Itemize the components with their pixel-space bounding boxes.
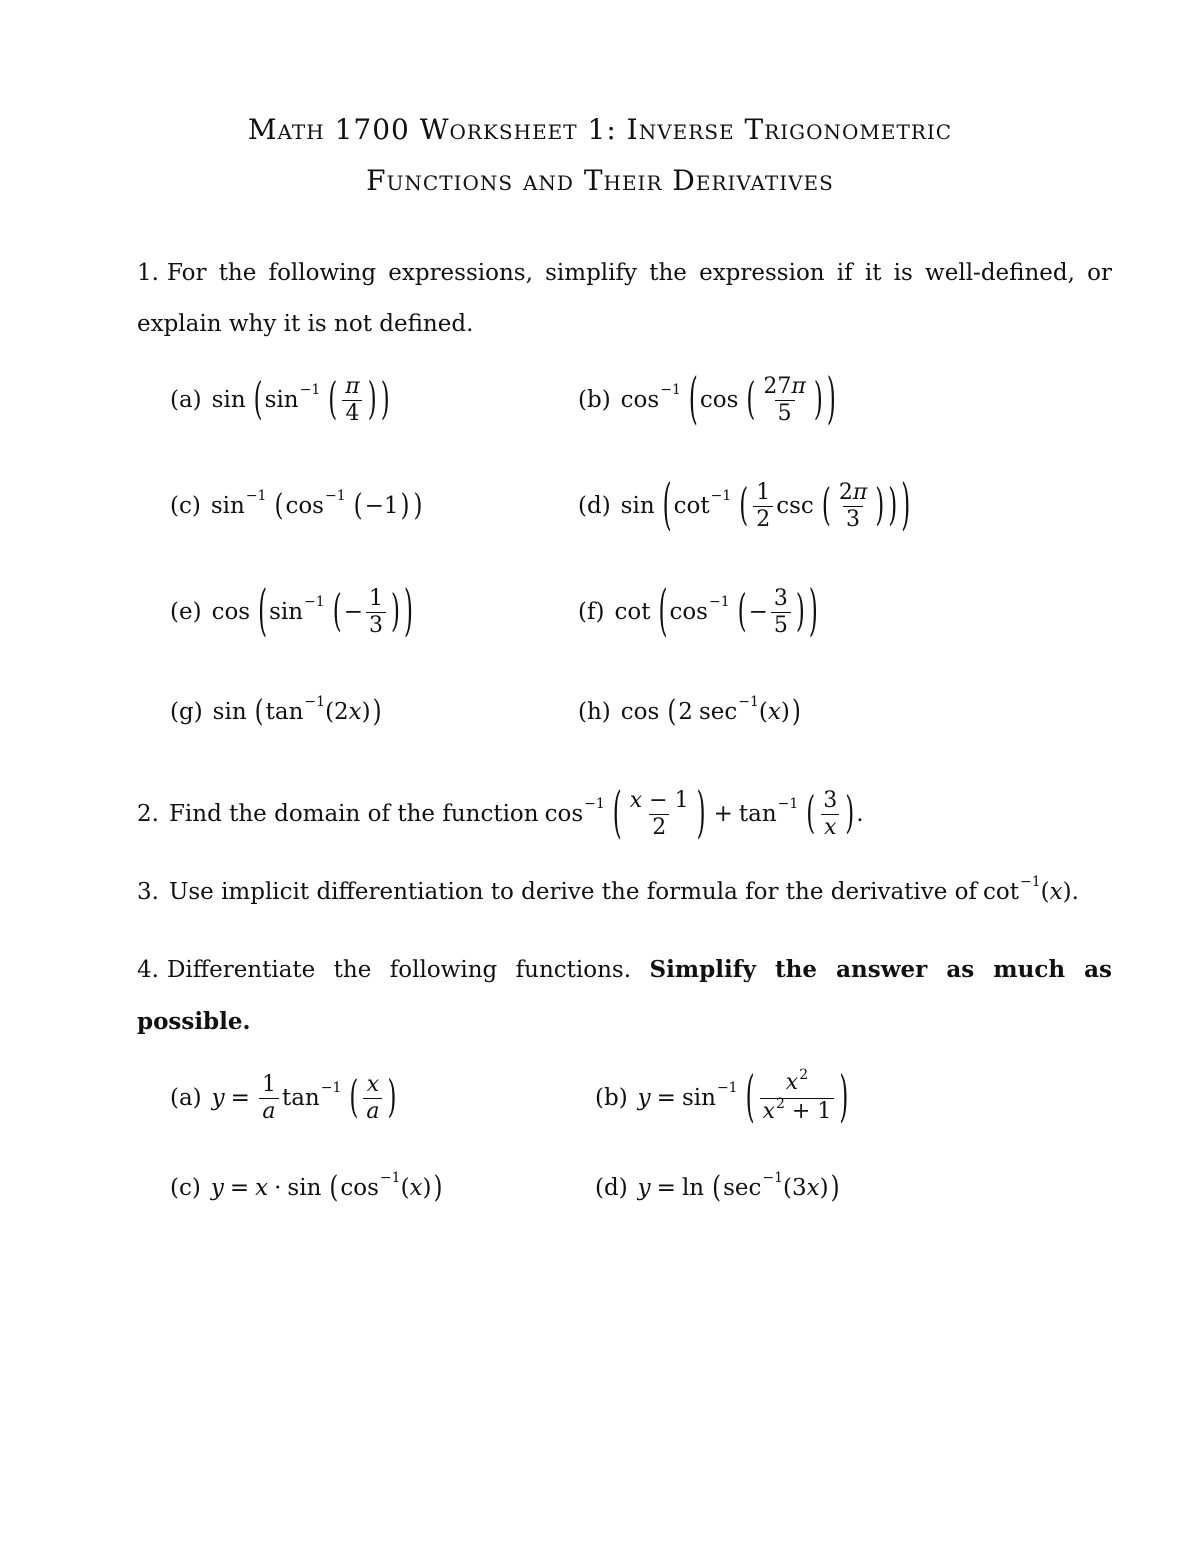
question-text: Find the domain of the function xyxy=(168,801,539,827)
q1-item-e xyxy=(170,572,415,652)
math-expression: cos −1 ( $\frac{x - 1}{2}$ ) + tan −1 ( $\frac{3}{x}$ ) . xyxy=(544,782,864,846)
q1-row-4 xyxy=(0,672,1200,752)
item-label: (b) xyxy=(578,387,611,413)
q4-row-2 xyxy=(0,1148,1200,1228)
question-3 xyxy=(0,852,1200,932)
q1-item-c xyxy=(170,466,424,546)
math-expression: cot ( cos −1 ( − $\frac{3}{5}$ ) ) xyxy=(614,580,818,644)
question-2 xyxy=(0,774,1200,854)
math-expression: sin ( sin −1 ( $\frac{\pi}{4}$ ) ) xyxy=(211,373,390,426)
q1-item-a xyxy=(170,360,392,440)
q1-item-b xyxy=(578,360,838,440)
question-number: 2. xyxy=(137,801,159,827)
math-expression: y = ln ( sec −1 (3 x ) ) xyxy=(637,1170,840,1205)
item-label: (d) xyxy=(578,493,611,519)
item-label: (d) xyxy=(595,1175,628,1201)
q1-item-f xyxy=(578,572,820,652)
math-expression: cos ( sin −1 ( − $\frac{1}{3}$ ) ) xyxy=(211,580,413,644)
question-4-prompt xyxy=(137,944,1112,1048)
math-expression: y = x · sin ( cos −1 ( x ) ) xyxy=(210,1170,443,1205)
question-1-prompt xyxy=(137,248,1112,350)
math-expression: sin ( cot −1 ( $\frac{1}{2}$ csc ( $\frac{2\pi}{3}$ ) ) ) xyxy=(620,474,911,538)
title-line-2: Functions and Their Derivatives xyxy=(366,164,834,197)
item-label: (c) xyxy=(170,1175,201,1201)
q1-item-g xyxy=(170,672,384,752)
item-label: (c) xyxy=(170,493,201,519)
math-expression: sin ( tan −1 (2 x ) ) xyxy=(212,694,382,729)
title-line-1: Math 1700 Worksheet 1: Inverse Trigonometric xyxy=(247,113,953,146)
item-label: (f) xyxy=(578,599,605,625)
q4-item-c xyxy=(170,1148,445,1228)
q1-row-3 xyxy=(0,572,1200,652)
q4-row-1 xyxy=(0,1058,1200,1138)
question-text: Differentiate the following functions. xyxy=(166,957,632,983)
q4-item-b xyxy=(595,1058,850,1138)
question-text: Use implicit differentiation to derive the formula for the derivative of xyxy=(168,879,978,905)
question-number: 1. xyxy=(137,260,159,286)
q4-item-a xyxy=(170,1058,398,1138)
question-emphasis: Simplify the answer as much as possible. xyxy=(137,956,1113,1035)
q1-row-2 xyxy=(0,466,1200,546)
math-expression: cos −1 ( cos ( $\frac{27\pi}{5}$ ) ) xyxy=(620,368,836,432)
math-expression: cos ( 2 sec −1 ( x ) ) xyxy=(620,694,801,729)
q1-item-d xyxy=(578,466,912,546)
item-label: (g) xyxy=(170,699,203,725)
math-expression: cot −1 ( x ). xyxy=(983,874,1079,905)
q4-item-d xyxy=(595,1148,842,1228)
item-label: (h) xyxy=(578,699,611,725)
math-expression: y = sin −1 ( $\frac{x^2}{x^2 + 1}$ ) xyxy=(637,1066,849,1130)
question-text: For the following expressions, simplify the expression if it is well-defined, or explain why it is not defined. xyxy=(137,260,1112,337)
math-expression: sin −1 ( cos −1 ( −1 ) ) xyxy=(210,488,423,523)
question-3-prompt xyxy=(137,852,1079,932)
q1-row-1 xyxy=(0,360,1200,440)
question-number: 4. xyxy=(137,957,159,983)
item-label: (e) xyxy=(170,599,202,625)
question-2-prompt xyxy=(137,774,864,854)
item-label: (a) xyxy=(170,1085,202,1111)
item-label: (a) xyxy=(170,387,202,413)
q1-item-h xyxy=(578,672,803,752)
question-number: 3. xyxy=(137,879,159,905)
math-expression: y = $\frac{1}{a}$ tan −1 ( $\frac{x}{a}$ ) xyxy=(211,1071,397,1124)
item-label: (b) xyxy=(595,1085,628,1111)
